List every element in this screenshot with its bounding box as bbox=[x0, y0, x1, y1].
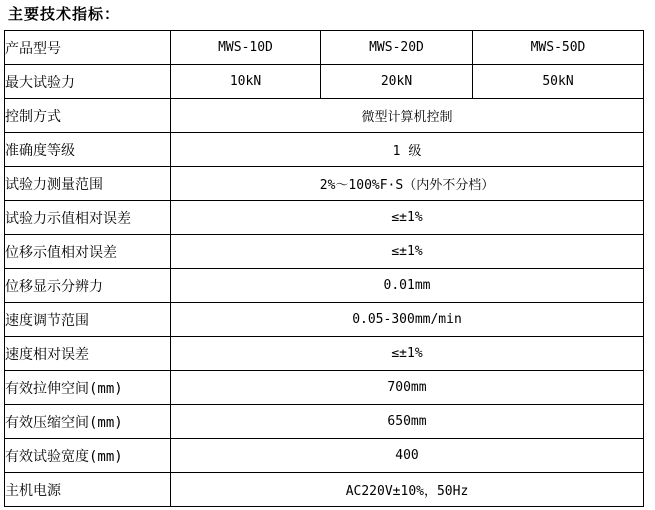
row-value: ≤±1% bbox=[171, 201, 644, 235]
row-label: 有效压缩空间(mm) bbox=[5, 405, 171, 439]
table-row bbox=[5, 235, 644, 269]
spec-table bbox=[4, 30, 644, 507]
table-row bbox=[5, 99, 644, 133]
row-value: ≤±1% bbox=[171, 337, 644, 371]
row-label: 主机电源 bbox=[5, 473, 171, 507]
row-label: 试验力测量范围 bbox=[5, 167, 171, 201]
table-row bbox=[5, 167, 644, 201]
row-label: 有效试验宽度(mm) bbox=[5, 439, 171, 473]
row-label: 位移示值相对误差 bbox=[5, 235, 171, 269]
row-value: 10kN bbox=[171, 65, 321, 99]
row-value: MWS-10D bbox=[171, 31, 321, 65]
table-row bbox=[5, 405, 644, 439]
row-label: 控制方式 bbox=[5, 99, 171, 133]
row-value: 0.01mm bbox=[171, 269, 644, 303]
row-value: 20kN bbox=[321, 65, 473, 99]
row-value: 0.05-300mm/min bbox=[171, 303, 644, 337]
table-row bbox=[5, 439, 644, 473]
table-row bbox=[5, 303, 644, 337]
row-value: MWS-20D bbox=[321, 31, 473, 65]
row-value: AC220V±10%，50Hz bbox=[171, 473, 644, 507]
row-label: 试验力示值相对误差 bbox=[5, 201, 171, 235]
table-row bbox=[5, 201, 644, 235]
row-label: 速度调节范围 bbox=[5, 303, 171, 337]
row-value: 650mm bbox=[171, 405, 644, 439]
row-value: 400 bbox=[171, 439, 644, 473]
row-label: 产品型号 bbox=[5, 31, 171, 65]
table-row bbox=[5, 473, 644, 507]
row-value: 微型计算机控制 bbox=[171, 99, 644, 133]
row-value: 50kN bbox=[473, 65, 644, 99]
table-row bbox=[5, 31, 644, 65]
row-label: 位移显示分辨力 bbox=[5, 269, 171, 303]
row-value: 700mm bbox=[171, 371, 644, 405]
page-title: 主要技术指标： bbox=[8, 5, 121, 23]
table-row bbox=[5, 337, 644, 371]
row-value: MWS-50D bbox=[473, 31, 644, 65]
table-row bbox=[5, 371, 644, 405]
spec-table-body bbox=[5, 31, 644, 507]
table-row bbox=[5, 269, 644, 303]
row-value: 1 级 bbox=[171, 133, 644, 167]
row-label: 有效拉伸空间(mm) bbox=[5, 371, 171, 405]
row-label: 速度相对误差 bbox=[5, 337, 171, 371]
row-value: ≤±1% bbox=[171, 235, 644, 269]
row-label: 最大试验力 bbox=[5, 65, 171, 99]
table-row bbox=[5, 65, 644, 99]
table-row bbox=[5, 133, 644, 167]
row-label: 准确度等级 bbox=[5, 133, 171, 167]
row-value: 2%～100%F·S（内外不分档） bbox=[171, 167, 644, 201]
